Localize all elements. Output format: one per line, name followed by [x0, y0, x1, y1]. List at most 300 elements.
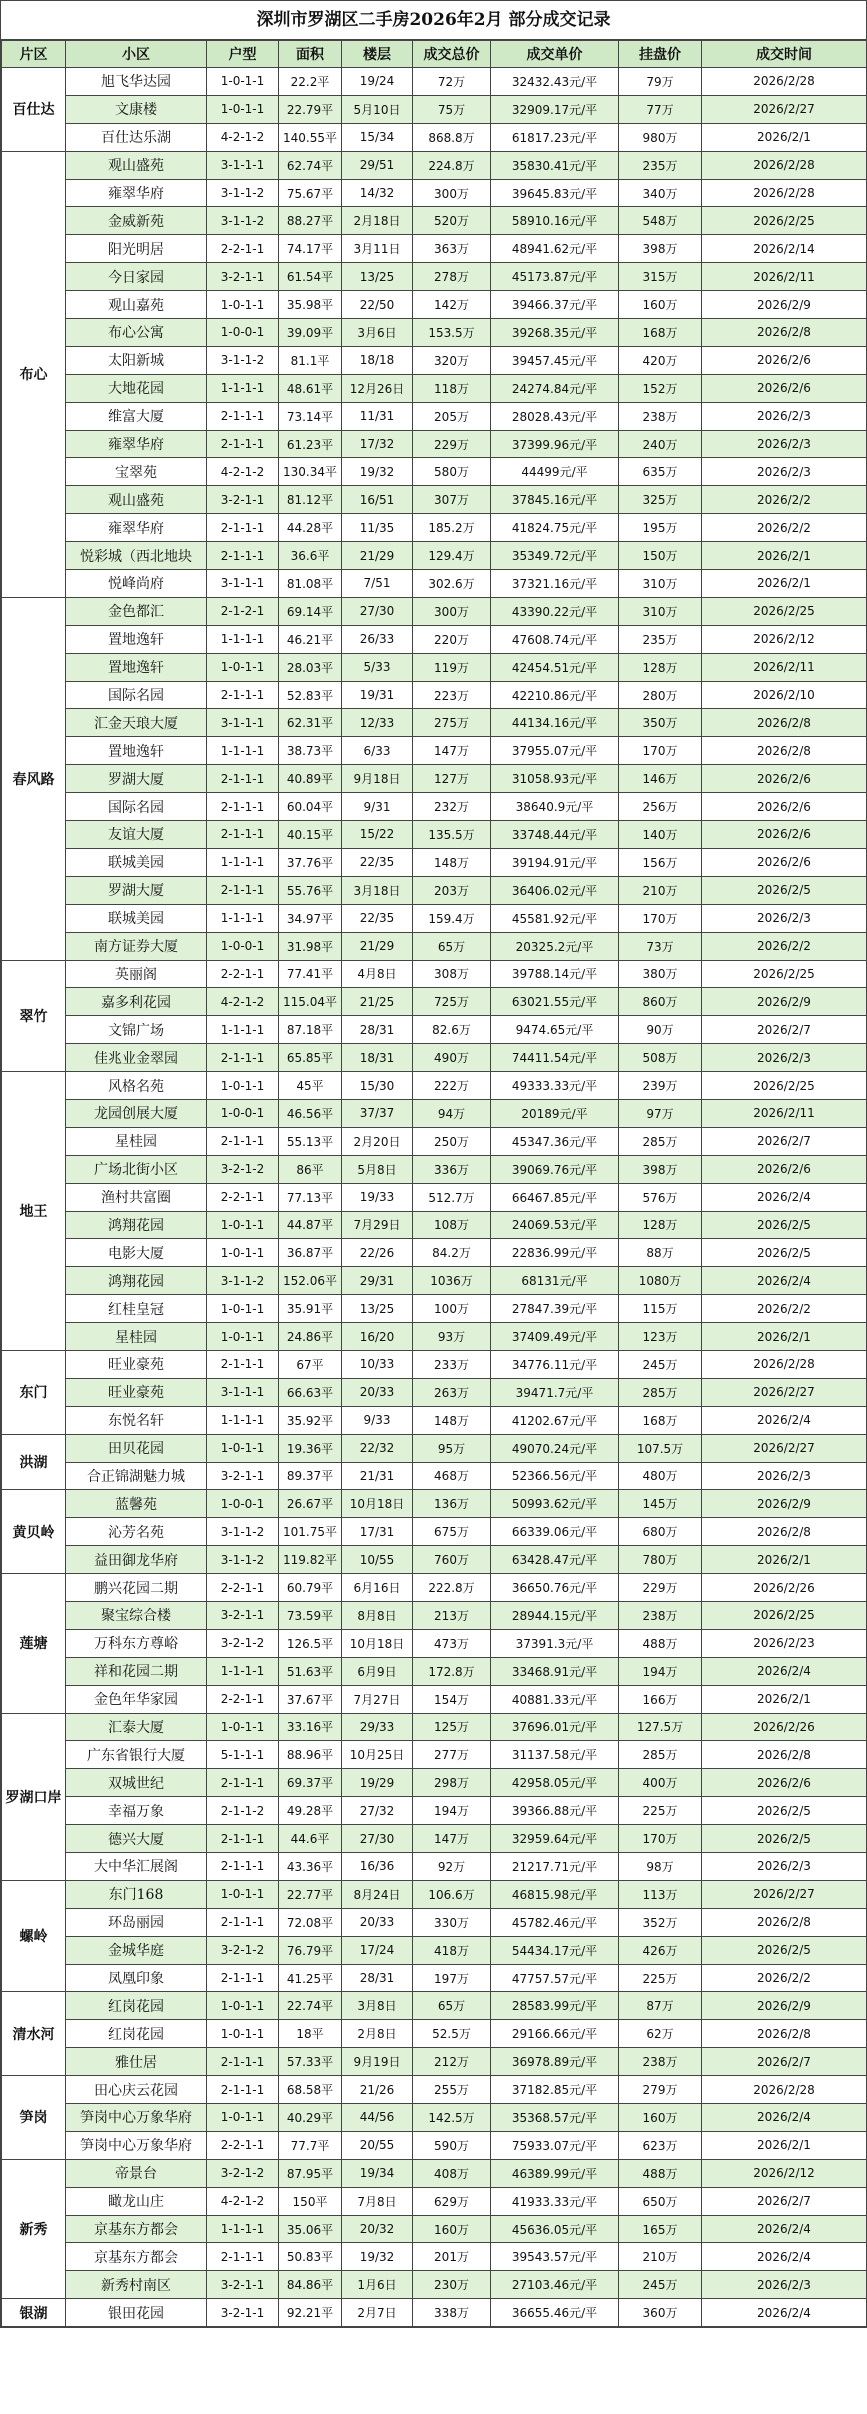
deal-date-cell: 2026/2/26	[702, 1713, 867, 1741]
unit-price-cell: 31058.93元/平	[491, 765, 619, 793]
listing-price-cell: 256万	[619, 793, 702, 821]
deal-date-cell: 2026/2/27	[702, 95, 867, 123]
floor-cell: 10/33	[342, 1350, 413, 1378]
community-cell: 置地逸轩	[66, 653, 207, 681]
community-cell: 广东省银行大厦	[66, 1741, 207, 1769]
district-cell: 布心	[2, 151, 66, 597]
table-row	[2, 179, 867, 207]
unit-price-cell: 32959.64元/平	[491, 1825, 619, 1853]
floor-cell: 10月25日	[342, 1741, 413, 1769]
listing-price-cell: 225万	[619, 1964, 702, 1992]
community-cell: 益田御龙华府	[66, 1546, 207, 1574]
table-row	[2, 1350, 867, 1378]
deal-date-cell: 2026/2/5	[702, 1936, 867, 1964]
floor-cell: 2月8日	[342, 2020, 413, 2048]
listing-price-cell: 380万	[619, 960, 702, 988]
table-row	[2, 2048, 867, 2076]
community-cell: 龙园创展大厦	[66, 1099, 207, 1127]
listing-price-cell: 168万	[619, 319, 702, 347]
layout-cell: 1-0-1-1	[207, 291, 279, 319]
unit-price-cell: 32432.43元/平	[491, 68, 619, 96]
unit-price-cell: 41933.33元/平	[491, 2187, 619, 2215]
total-price-cell: 142万	[413, 291, 491, 319]
table-row	[2, 1127, 867, 1155]
listing-price-cell: 113万	[619, 1880, 702, 1908]
floor-cell: 21/26	[342, 2076, 413, 2104]
unit-price-cell: 28583.99元/平	[491, 1992, 619, 2020]
total-price-cell: 418万	[413, 1936, 491, 1964]
area-cell: 73.59平	[279, 1601, 342, 1629]
community-cell: 观山盛苑	[66, 151, 207, 179]
deal-date-cell: 2026/2/3	[702, 1462, 867, 1490]
unit-price-cell: 45581.92元/平	[491, 904, 619, 932]
listing-price-cell: 548万	[619, 207, 702, 235]
unit-price-cell: 44499元/平	[491, 458, 619, 486]
layout-cell: 5-1-1-1	[207, 1741, 279, 1769]
floor-cell: 17/31	[342, 1518, 413, 1546]
layout-cell: 3-1-1-2	[207, 1546, 279, 1574]
header-total-price: 成交总价	[413, 41, 491, 68]
table-row	[2, 737, 867, 765]
header-floor: 楼层	[342, 41, 413, 68]
layout-cell: 3-2-1-2	[207, 1936, 279, 1964]
community-cell: 渔村共富圈	[66, 1183, 207, 1211]
floor-cell: 22/26	[342, 1239, 413, 1267]
listing-price-cell: 488万	[619, 1629, 702, 1657]
layout-cell: 2-1-1-1	[207, 2243, 279, 2271]
listing-price-cell: 152万	[619, 374, 702, 402]
listing-price-cell: 140万	[619, 821, 702, 849]
table-row	[2, 2243, 867, 2271]
total-price-cell: 136万	[413, 1490, 491, 1518]
community-cell: 文锦广场	[66, 1016, 207, 1044]
table-row	[2, 1601, 867, 1629]
table-row	[2, 1044, 867, 1072]
community-cell: 东悦名轩	[66, 1406, 207, 1434]
table-row	[2, 2159, 867, 2187]
community-cell: 东门168	[66, 1880, 207, 1908]
layout-cell: 1-1-1-1	[207, 625, 279, 653]
deal-date-cell: 2026/2/4	[702, 1183, 867, 1211]
area-cell: 35.91平	[279, 1295, 342, 1323]
floor-cell: 17/24	[342, 1936, 413, 1964]
unit-price-cell: 37182.85元/平	[491, 2076, 619, 2104]
area-cell: 76.79平	[279, 1936, 342, 1964]
floor-cell: 3月6日	[342, 319, 413, 347]
listing-price-cell: 340万	[619, 179, 702, 207]
table-row	[2, 2020, 867, 2048]
total-price-cell: 106.6万	[413, 1880, 491, 1908]
floor-cell: 28/31	[342, 1016, 413, 1044]
layout-cell: 2-1-2-1	[207, 597, 279, 625]
community-cell: 悦峰尚府	[66, 570, 207, 598]
total-price-cell: 224.8万	[413, 151, 491, 179]
area-cell: 72.08平	[279, 1908, 342, 1936]
table-row	[2, 960, 867, 988]
community-cell: 鸿翔花园	[66, 1211, 207, 1239]
layout-cell: 2-2-1-1	[207, 1183, 279, 1211]
floor-cell: 21/29	[342, 932, 413, 960]
deal-date-cell: 2026/2/9	[702, 1992, 867, 2020]
total-price-cell: 580万	[413, 458, 491, 486]
deal-date-cell: 2026/2/3	[702, 1044, 867, 1072]
district-cell: 黄贝岭	[2, 1490, 66, 1574]
total-price-cell: 223万	[413, 681, 491, 709]
layout-cell: 2-2-1-1	[207, 1685, 279, 1713]
total-price-cell: 142.5万	[413, 2104, 491, 2132]
district-cell: 笋岗	[2, 2076, 66, 2160]
table-row	[2, 1434, 867, 1462]
deal-date-cell: 2026/2/1	[702, 1685, 867, 1713]
deal-date-cell: 2026/2/6	[702, 848, 867, 876]
listing-price-cell: 860万	[619, 988, 702, 1016]
total-price-cell: 233万	[413, 1350, 491, 1378]
listing-price-cell: 88万	[619, 1239, 702, 1267]
table-row	[2, 1936, 867, 1964]
floor-cell: 7/51	[342, 570, 413, 598]
listing-price-cell: 166万	[619, 1685, 702, 1713]
floor-cell: 3月18日	[342, 876, 413, 904]
total-price-cell: 108万	[413, 1211, 491, 1239]
table-row	[2, 765, 867, 793]
total-price-cell: 675万	[413, 1518, 491, 1546]
total-price-cell: 868.8万	[413, 123, 491, 151]
total-price-cell: 148万	[413, 1406, 491, 1434]
area-cell: 26.67平	[279, 1490, 342, 1518]
area-cell: 51.63平	[279, 1657, 342, 1685]
unit-price-cell: 39366.88元/平	[491, 1797, 619, 1825]
community-cell: 南方证券大厦	[66, 932, 207, 960]
floor-cell: 7月8日	[342, 2187, 413, 2215]
table-row	[2, 793, 867, 821]
area-cell: 45平	[279, 1072, 342, 1100]
layout-cell: 3-2-1-1	[207, 263, 279, 291]
community-cell: 笋岗中心万象华府	[66, 2131, 207, 2159]
area-cell: 119.82平	[279, 1546, 342, 1574]
listing-price-cell: 128万	[619, 1211, 702, 1239]
deal-date-cell: 2026/2/6	[702, 1155, 867, 1183]
deal-date-cell: 2026/2/2	[702, 1964, 867, 1992]
floor-cell: 20/33	[342, 1378, 413, 1406]
deal-date-cell: 2026/2/23	[702, 1629, 867, 1657]
floor-cell: 18/31	[342, 1044, 413, 1072]
total-price-cell: 65万	[413, 1992, 491, 2020]
table-row	[2, 1992, 867, 2020]
deal-date-cell: 2026/2/8	[702, 1908, 867, 1936]
floor-cell: 5月10日	[342, 95, 413, 123]
floor-cell: 21/29	[342, 542, 413, 570]
area-cell: 18平	[279, 2020, 342, 2048]
records-table	[1, 40, 867, 2327]
floor-cell: 19/34	[342, 2159, 413, 2187]
community-cell: 电影大厦	[66, 1239, 207, 1267]
area-cell: 60.79平	[279, 1574, 342, 1602]
listing-price-cell: 680万	[619, 1518, 702, 1546]
community-cell: 星桂园	[66, 1127, 207, 1155]
floor-cell: 44/56	[342, 2104, 413, 2132]
layout-cell: 3-1-1-2	[207, 207, 279, 235]
total-price-cell: 229万	[413, 430, 491, 458]
layout-cell: 3-2-1-1	[207, 1601, 279, 1629]
table-row	[2, 2187, 867, 2215]
layout-cell: 2-1-1-1	[207, 1044, 279, 1072]
area-cell: 73.14平	[279, 402, 342, 430]
listing-price-cell: 238万	[619, 1601, 702, 1629]
unit-price-cell: 52366.56元/平	[491, 1462, 619, 1490]
unit-price-cell: 42958.05元/平	[491, 1769, 619, 1797]
deal-date-cell: 2026/2/27	[702, 1880, 867, 1908]
unit-price-cell: 37696.01元/平	[491, 1713, 619, 1741]
listing-price-cell: 623万	[619, 2131, 702, 2159]
total-price-cell: 65万	[413, 932, 491, 960]
layout-cell: 2-1-1-1	[207, 2076, 279, 2104]
listing-price-cell: 160万	[619, 2104, 702, 2132]
listing-price-cell: 352万	[619, 1908, 702, 1936]
unit-price-cell: 39268.35元/平	[491, 319, 619, 347]
district-cell: 新秀	[2, 2159, 66, 2298]
deal-date-cell: 2026/2/9	[702, 988, 867, 1016]
unit-price-cell: 29166.66元/平	[491, 2020, 619, 2048]
community-cell: 英丽阁	[66, 960, 207, 988]
layout-cell: 3-2-1-2	[207, 1155, 279, 1183]
area-cell: 41.25平	[279, 1964, 342, 1992]
area-cell: 37.67平	[279, 1685, 342, 1713]
deal-date-cell: 2026/2/1	[702, 542, 867, 570]
listing-price-cell: 238万	[619, 402, 702, 430]
listing-price-cell: 420万	[619, 346, 702, 374]
total-price-cell: 490万	[413, 1044, 491, 1072]
table-row	[2, 1016, 867, 1044]
community-cell: 旭飞华达园	[66, 68, 207, 96]
unit-price-cell: 37399.96元/平	[491, 430, 619, 458]
area-cell: 77.13平	[279, 1183, 342, 1211]
table-row	[2, 458, 867, 486]
area-cell: 152.06平	[279, 1267, 342, 1295]
listing-price-cell: 488万	[619, 2159, 702, 2187]
area-cell: 65.85平	[279, 1044, 342, 1072]
unit-price-cell: 63428.47元/平	[491, 1546, 619, 1574]
floor-cell: 13/25	[342, 1295, 413, 1323]
table-row	[2, 904, 867, 932]
community-cell: 布心公寓	[66, 319, 207, 347]
deal-date-cell: 2026/2/25	[702, 960, 867, 988]
area-cell: 22.74平	[279, 1992, 342, 2020]
listing-price-cell: 145万	[619, 1490, 702, 1518]
table-row	[2, 653, 867, 681]
layout-cell: 3-1-1-2	[207, 1267, 279, 1295]
listing-price-cell: 107.5万	[619, 1434, 702, 1462]
layout-cell: 4-2-1-2	[207, 2187, 279, 2215]
table-row	[2, 1685, 867, 1713]
table-row	[2, 848, 867, 876]
deal-date-cell: 2026/2/6	[702, 374, 867, 402]
deal-date-cell: 2026/2/8	[702, 319, 867, 347]
layout-cell: 2-1-1-1	[207, 1350, 279, 1378]
table-row	[2, 1825, 867, 1853]
floor-cell: 12/33	[342, 709, 413, 737]
unit-price-cell: 45173.87元/平	[491, 263, 619, 291]
community-cell: 红岗花园	[66, 1992, 207, 2020]
deal-date-cell: 2026/2/28	[702, 1350, 867, 1378]
table-row	[2, 1657, 867, 1685]
table-row	[2, 2271, 867, 2299]
floor-cell: 2月7日	[342, 2299, 413, 2327]
layout-cell: 2-1-1-1	[207, 1853, 279, 1881]
deal-date-cell: 2026/2/11	[702, 263, 867, 291]
total-price-cell: 197万	[413, 1964, 491, 1992]
table-row	[2, 2215, 867, 2243]
listing-price-cell: 239万	[619, 1072, 702, 1100]
unit-price-cell: 39788.14元/平	[491, 960, 619, 988]
total-price-cell: 255万	[413, 2076, 491, 2104]
floor-cell: 20/55	[342, 2131, 413, 2159]
total-price-cell: 95万	[413, 1434, 491, 1462]
unit-price-cell: 39194.91元/平	[491, 848, 619, 876]
area-cell: 33.16平	[279, 1713, 342, 1741]
floor-cell: 3月8日	[342, 1992, 413, 2020]
deal-date-cell: 2026/2/2	[702, 486, 867, 514]
layout-cell: 1-1-1-1	[207, 904, 279, 932]
header-community: 小区	[66, 41, 207, 68]
community-cell: 罗湖大厦	[66, 876, 207, 904]
total-price-cell: 338万	[413, 2299, 491, 2327]
community-cell: 阳光明居	[66, 235, 207, 263]
deal-date-cell: 2026/2/3	[702, 458, 867, 486]
total-price-cell: 590万	[413, 2131, 491, 2159]
district-cell: 春风路	[2, 597, 66, 960]
table-row	[2, 346, 867, 374]
deal-date-cell: 2026/2/4	[702, 2299, 867, 2327]
table-row	[2, 235, 867, 263]
table-row	[2, 1378, 867, 1406]
floor-cell: 22/32	[342, 1434, 413, 1462]
total-price-cell: 512.7万	[413, 1183, 491, 1211]
community-cell: 雍翠华府	[66, 430, 207, 458]
deal-date-cell: 2026/2/8	[702, 737, 867, 765]
sheet-title: 深圳市罗湖区二手房2026年2月 部分成交记录	[1, 1, 866, 40]
community-cell: 雅仕居	[66, 2048, 207, 2076]
deal-date-cell: 2026/2/6	[702, 1769, 867, 1797]
layout-cell: 2-1-1-1	[207, 542, 279, 570]
layout-cell: 3-2-1-1	[207, 1462, 279, 1490]
district-cell: 银湖	[2, 2299, 66, 2327]
total-price-cell: 94万	[413, 1099, 491, 1127]
total-price-cell: 52.5万	[413, 2020, 491, 2048]
community-cell: 雍翠华府	[66, 179, 207, 207]
community-cell: 太阳新城	[66, 346, 207, 374]
listing-price-cell: 128万	[619, 653, 702, 681]
layout-cell: 1-0-1-1	[207, 2104, 279, 2132]
floor-cell: 15/34	[342, 123, 413, 151]
table-row	[2, 932, 867, 960]
listing-price-cell: 576万	[619, 1183, 702, 1211]
unit-price-cell: 35368.57元/平	[491, 2104, 619, 2132]
layout-cell: 1-0-1-1	[207, 1295, 279, 1323]
community-cell: 雍翠华府	[66, 514, 207, 542]
area-cell: 40.15平	[279, 821, 342, 849]
total-price-cell: 725万	[413, 988, 491, 1016]
total-price-cell: 154万	[413, 1685, 491, 1713]
community-cell: 联城美园	[66, 848, 207, 876]
unit-price-cell: 40881.33元/平	[491, 1685, 619, 1713]
floor-cell: 16/36	[342, 1853, 413, 1881]
unit-price-cell: 20325.2元/平	[491, 932, 619, 960]
area-cell: 81.12平	[279, 486, 342, 514]
total-price-cell: 307万	[413, 486, 491, 514]
unit-price-cell: 21217.71元/平	[491, 1853, 619, 1881]
floor-cell: 9月18日	[342, 765, 413, 793]
total-price-cell: 129.4万	[413, 542, 491, 570]
listing-price-cell: 194万	[619, 1657, 702, 1685]
table-row	[2, 681, 867, 709]
total-price-cell: 75万	[413, 95, 491, 123]
unit-price-cell: 32909.17元/平	[491, 95, 619, 123]
deal-date-cell: 2026/2/4	[702, 2215, 867, 2243]
area-cell: 50.83平	[279, 2243, 342, 2271]
unit-price-cell: 54434.17元/平	[491, 1936, 619, 1964]
table-row	[2, 821, 867, 849]
layout-cell: 2-1-1-1	[207, 821, 279, 849]
total-price-cell: 473万	[413, 1629, 491, 1657]
total-price-cell: 300万	[413, 179, 491, 207]
deal-date-cell: 2026/2/5	[702, 1239, 867, 1267]
table-row	[2, 1155, 867, 1183]
deal-date-cell: 2026/2/3	[702, 402, 867, 430]
floor-cell: 7月29日	[342, 1211, 413, 1239]
listing-price-cell: 73万	[619, 932, 702, 960]
total-price-cell: 278万	[413, 263, 491, 291]
listing-price-cell: 650万	[619, 2187, 702, 2215]
total-price-cell: 194万	[413, 1797, 491, 1825]
listing-price-cell: 280万	[619, 681, 702, 709]
area-cell: 36.87平	[279, 1239, 342, 1267]
community-cell: 星桂园	[66, 1323, 207, 1351]
unit-price-cell: 42210.86元/平	[491, 681, 619, 709]
layout-cell: 2-1-1-1	[207, 402, 279, 430]
unit-price-cell: 28028.43元/平	[491, 402, 619, 430]
layout-cell: 1-0-1-1	[207, 1211, 279, 1239]
table-row	[2, 988, 867, 1016]
community-cell: 维富大厦	[66, 402, 207, 430]
deal-date-cell: 2026/2/11	[702, 1099, 867, 1127]
layout-cell: 2-1-1-1	[207, 1127, 279, 1155]
deal-date-cell: 2026/2/11	[702, 653, 867, 681]
table-row	[2, 319, 867, 347]
table-row	[2, 207, 867, 235]
unit-price-cell: 47608.74元/平	[491, 625, 619, 653]
unit-price-cell: 75933.07元/平	[491, 2131, 619, 2159]
community-cell: 旺业豪苑	[66, 1378, 207, 1406]
floor-cell: 27/30	[342, 597, 413, 625]
floor-cell: 22/35	[342, 848, 413, 876]
area-cell: 115.04平	[279, 988, 342, 1016]
table-row	[2, 1323, 867, 1351]
listing-price-cell: 398万	[619, 235, 702, 263]
area-cell: 62.74平	[279, 151, 342, 179]
area-cell: 48.61平	[279, 374, 342, 402]
table-row	[2, 1099, 867, 1127]
table-row	[2, 1183, 867, 1211]
community-cell: 合正锦湖魅力城	[66, 1462, 207, 1490]
deal-date-cell: 2026/2/2	[702, 514, 867, 542]
community-cell: 悦彩城（西北地块	[66, 542, 207, 570]
listing-price-cell: 168万	[619, 1406, 702, 1434]
layout-cell: 1-0-1-1	[207, 1713, 279, 1741]
community-cell: 佳兆业金翠园	[66, 1044, 207, 1072]
area-cell: 101.75平	[279, 1518, 342, 1546]
community-cell: 红桂皇冠	[66, 1295, 207, 1323]
floor-cell: 20/33	[342, 1908, 413, 1936]
